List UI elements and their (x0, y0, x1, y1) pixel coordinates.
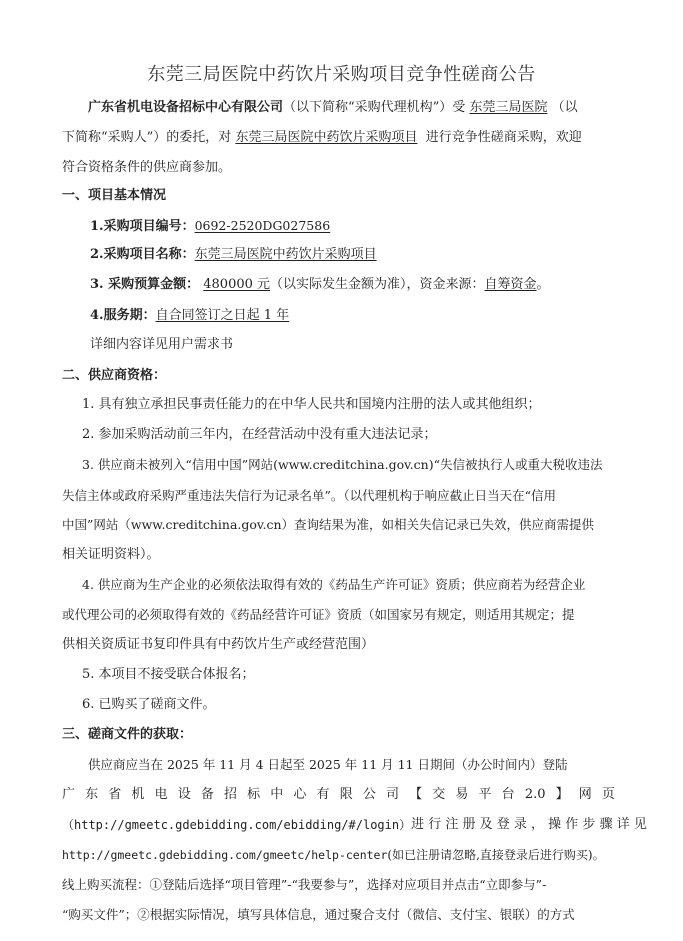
char: 页 (601, 787, 615, 802)
page-title: 东莞三局医院中药饮片采购项目竞争性磋商公告 (147, 64, 536, 85)
login-url[interactable]: （http://gmeetc.gdebidding.com/ebidding/#/login） (62, 818, 412, 832)
char: 有 (316, 787, 330, 802)
section2-item-4-line-3: 供相关资质证书复印件具有中药饮片生产或经营范围） (62, 637, 375, 652)
section1-heading: 一、项目基本情况 (62, 188, 167, 203)
section1-item-2 (90, 246, 650, 264)
section2-item-4-line-2: 或代理公司的必须取得有效的《药品经营许可证》资质（如国家另有规定，则适用其规定；提 (62, 607, 575, 622)
section2-item-6: 6. 已购买了磋商文件。 (82, 697, 216, 712)
section2-heading: 二、供应商资格： (62, 368, 167, 383)
punct: 。 (536, 277, 550, 292)
section2-item-3-line-3: 中国”网站（www.creditchina.gov.cn）查询结果为准，如相关失信记录已失效，供应商需提供 (62, 517, 595, 532)
intro-line-2 (62, 129, 622, 147)
intro-line-3: 符合资格条件的供应商参加。 (62, 160, 232, 175)
intro-line-1 (62, 99, 622, 117)
section1-item-3 (90, 276, 650, 294)
intro-text: 下简称“采购人”）的委托，对 (62, 130, 232, 145)
section3-line-2 (62, 786, 615, 804)
char: 省 (108, 787, 122, 802)
char: 东 (85, 787, 99, 802)
char: 设 (177, 787, 191, 802)
char: 机 (131, 787, 145, 802)
char: 平 (478, 787, 492, 802)
intro-text: （以下简称“采购代理机构”）受 (283, 100, 466, 115)
section3-line-4 (62, 846, 622, 865)
char: 中 (270, 787, 284, 802)
section3-line-3 (62, 816, 647, 834)
char: 台 (501, 787, 515, 802)
project-name: 东莞三局医院中药饮片采购项目 (235, 130, 418, 145)
fund-source: 自筹资金 (484, 277, 537, 292)
item-label: 3. 采购预算金额： (90, 277, 200, 292)
project-name-value: 东莞三局医院中药饮片采购项目 (194, 247, 377, 262)
section2-item-3-line-4: 相关证明资料）。 (62, 547, 160, 562)
char: 电 (154, 787, 168, 802)
section1-item-4 (90, 307, 650, 325)
char: 网 (578, 787, 592, 802)
char: 心 (293, 787, 307, 802)
char: 【 (409, 787, 423, 802)
project-number: 0692-2520DG027586 (194, 218, 331, 233)
char: 招 (223, 787, 237, 802)
section2-item-3-line-2: 失信主体或政府采购严重违法失信行为记录名单”。（以代理机构于响应截止日当天在“信用 (62, 488, 557, 503)
item-label: 2.采购项目名称： (90, 247, 195, 262)
char: 公 (362, 787, 376, 802)
budget-note: （以实际发生金额为准），资金来源： (270, 277, 485, 292)
char: 交 (432, 787, 446, 802)
section1-note: 详细内容详见用户需求书 (90, 337, 234, 352)
budget-amount: 480000 元 (203, 277, 271, 292)
char: 2.0 (524, 787, 546, 802)
item-label: 1.采购项目编号： (90, 219, 195, 234)
agency-name: 广东省机电设备招标中心有限公司 (88, 100, 284, 115)
char: 备 (200, 787, 214, 802)
char: 标 (247, 787, 261, 802)
item-label: 4.服务期： (90, 308, 156, 323)
line-text: (如已注册请忽略,直接登录后进行购买)。 (387, 848, 605, 862)
section1-item-1 (90, 217, 650, 236)
char: 】 (555, 787, 569, 802)
section3-heading: 三、磋商文件的获取： (62, 727, 193, 742)
section2-item-4-line-1: 4. 供应商为生产企业的必须依法取得有效的《药品生产许可证》资质；供应商若为经营企业 (82, 577, 586, 592)
line-text: 进 行 注 册 及 登 录 ， 操 作 步 骤 详 见 (411, 817, 647, 832)
section2-item-2: 2. 参加采购活动前三年内，在经营活动中没有重大违法记录； (82, 427, 437, 442)
char: 限 (339, 787, 353, 802)
purchaser-name: 东莞三局医院 (469, 100, 548, 115)
char: 司 (385, 787, 399, 802)
section3-line-6: “购买文件”；②根据实际情况，填写具体信息，通过聚合支付（微信、支付宝、银联）的方式 (62, 907, 575, 922)
help-center-url[interactable]: http://gmeetc.gdebidding.com/gmeetc/help-center (62, 848, 388, 862)
char: 易 (455, 787, 469, 802)
section3-line-5: 线上购买流程：①登陆后选择“项目管理”-“我要参与”，选择对应项目并点击“立即参与”- (62, 877, 547, 892)
intro-text: （以 (551, 100, 578, 115)
intro-text: 进行竞争性磋商采购，欢迎 (425, 130, 582, 145)
section3-line-1: 供应商应当在 2025 年 11 月 4 日起至 2025 年 11 月 11 日期间（办公时间内）登陆 (88, 757, 568, 772)
service-period: 自合同签订之日起 1 年 (155, 308, 290, 323)
section2-item-1: 1. 具有独立承担民事责任能力的在中华人民共和国境内注册的法人或其他组织； (82, 397, 541, 412)
section2-item-3-line-1: 3. 供应商未被列入“信用中国”网站(www.creditchina.gov.cn)“失信被执行人或重大税收违法 (82, 457, 603, 472)
section2-item-5: 5. 本项目不接受联合体报名； (82, 667, 255, 682)
char: 广 (62, 787, 76, 802)
